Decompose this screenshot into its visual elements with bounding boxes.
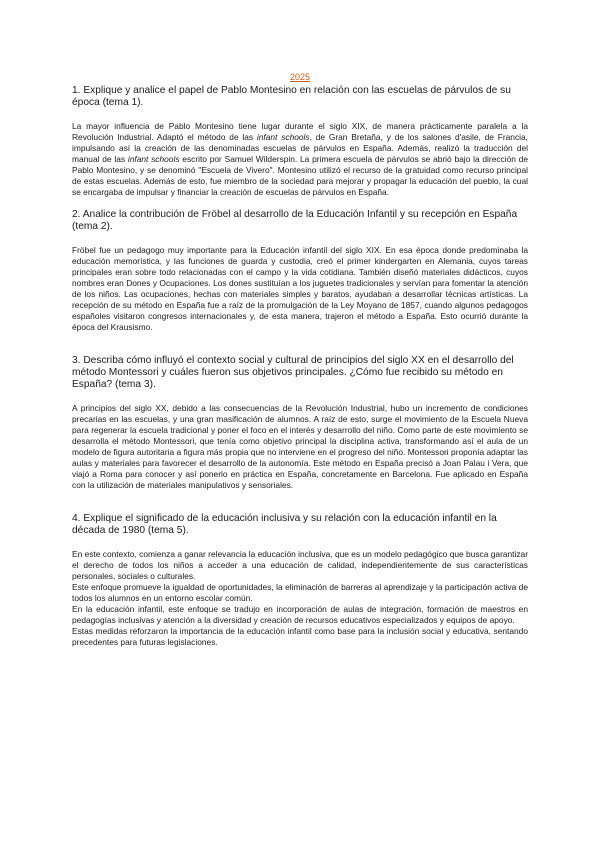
answer-4-paragraph: En la educación infantil, este enfoque se tradujo en incorporación de aulas de integración, formación de maestros en pedagogías inclusivas y atención a la diversidad y creación de recursos educativos especializados y equipos de apoyo.	[72, 603, 528, 625]
question-4: 4. Explique el significado de la educación inclusiva y su relación con la educación infantil en la década de 1980 (tema 5).	[72, 512, 497, 537]
answer-2: Fröbel fue un pedagogo muy importante para la Educación infantil del siglo XIX. En esa época donde predominaba la educación memorística, y las funciones de guarda y custodia, creó el primer kindergarten en Alemania, cuyos tareas principales eran sobre todo relacionadas con el campo y la vida cotidiana. También diseñó materiales didácticos, cuyos nombres eran Dones y Ocupaciones. Los dones sustituían a los juguetes tradicionales y servían para fomentar la atención de los niños. Las ocupaciones, hechas con materiales simples y baratos, ayudaban a desarrollar técnicas artísticas. La recepción de su método en España fue a raíz de la promulgación de la Ley Moyano de 1857, cuando algunos pedagogos españoles visitaron congresos internacionales y, de esta manera, trajeron el método a España. Esto ocurrió durante la época del Krausismo.	[72, 244, 528, 332]
question-1: 1. Explique y analice el papel de Pablo Montesino en relación con las escuelas de párvulos de su época (tema 1).	[72, 85, 511, 109]
answer-4-paragraph: Estas medidas reforzaron la importancia de la educación infantil como base para la inclusión social y educativa, sentando precedentes para futuras legislaciones.	[72, 625, 528, 647]
answer-3: A principios del siglo XX, debido a las consecuencias de la Revolución Industrial, hubo un incremento de condiciones precarias en las escuelas, y una gran masificación de alumnos. A raíz de esto, surge el movimiento de la Escuela Nueva para regenerar la escuela tradicional y poner el foco en el interés y desarrollo del niño. Como parte de este movimiento se desarrolla el método Montessori, que tenía como objetivo principal la disciplina activa, transformando así el aula de un modelo de figura autoritaria a figura más propia que no interviene en el progreso del niño. Montessori proponía adaptar las aulas y materiales para favorecer el desarrollo de la autonomía. Este método en España precisó a Joan Palau i Vera, que viajó a Roma para conocer y así ponerlo en práctica en España, concretamente en Barcelona. Fue aplicado en España con la utilización de materiales manipulativos y sensoriales.	[72, 402, 528, 490]
answer-4	[72, 549, 528, 648]
answer-4-paragraph: Este enfoque promueve la igualdad de oportunidades, la eliminación de barreras al aprendizaje y la participación activa de todos los alumnos en un entorno escolar común.	[72, 581, 528, 603]
answer-4-paragraph: En este contexto, comienza a ganar relevancia la educación inclusiva, que es un modelo pedagógico que busca garantizar el derecho de todos los niños a acceder a una educación de calidad, independientemente de sus características personales, sociales o culturales.	[72, 548, 528, 581]
question-2: 2. Analice la contribución de Fröbel al desarrollo de la Educación Infantil y su recepción en España (tema 2).	[72, 208, 518, 233]
question-3: 3. Describa cómo influyó el contexto social y cultural de principios del siglo XX en el desarrollo del método Montessori y cuáles fueron sus objetivos principales. ¿Cómo fue recibido su método en España? (tema 3).	[72, 354, 514, 391]
document-year: 2025	[289, 72, 311, 82]
answer-1: La mayor influencia de Pablo Montesino tiene lugar durante el siglo XIX, de manera prácticamente paralela a la Revolución Industrial. Adaptó el método de las infant schools, de Gran Bretaña, y de los salones d'asile, de Francia, impulsando así la creación de las denominadas escuelas de párvulos en España. Además, realizó la traducción del manual de las infant schools escrito por Samuel Wilderspin. La primera escuela de párvulos se abrió bajo la dirección de Pablo Montesino, y se denominó "Escuela de Vivero". Montesino utilizó el recurso de la gratuidad como recurso principal de estas escuelas. Además de esto, fue miembro de la sociedad para mejorar y propagar la educación del pueblo, la cual se encargaba de impulsar y financiar la creación de escuelas de párvulos en España.	[72, 120, 528, 197]
